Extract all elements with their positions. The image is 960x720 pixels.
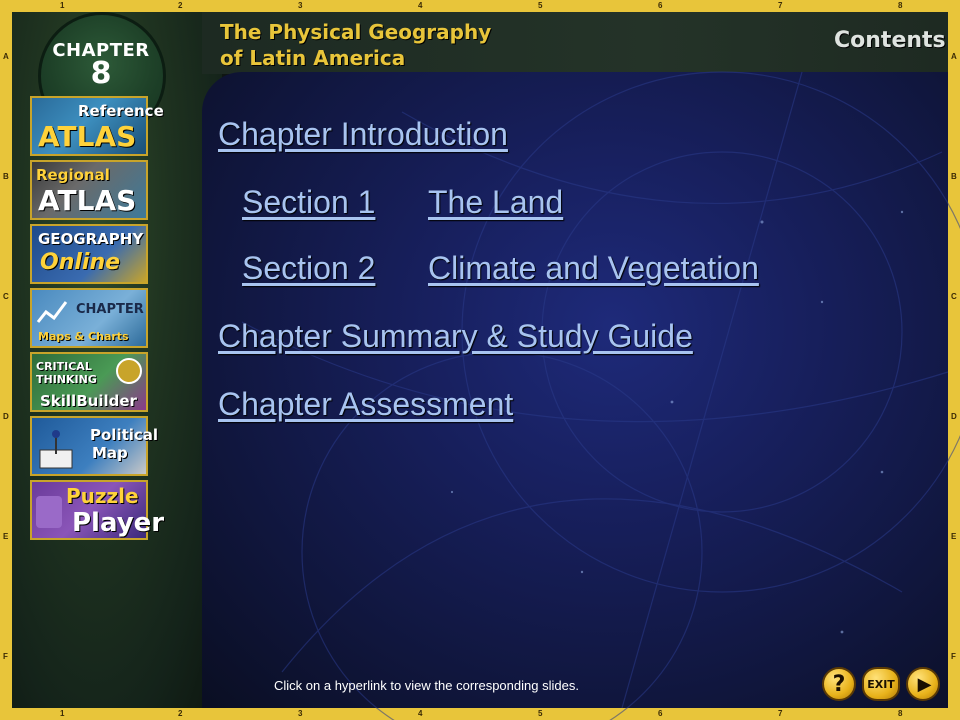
grid-row-label: A: [951, 52, 957, 61]
link-chapter-summary[interactable]: Chapter Summary & Study Guide: [218, 318, 693, 354]
grid-row-label: F: [951, 652, 956, 661]
question-icon: ?: [832, 671, 846, 697]
sidebar-item-label: Reference: [78, 102, 164, 120]
map-pin-box-icon: [38, 428, 78, 472]
grid-col-label: 4: [418, 709, 423, 718]
contents-button[interactable]: Contents: [834, 28, 946, 53]
link-the-land[interactable]: The Land: [428, 184, 564, 220]
exit-label: EXIT: [867, 677, 895, 691]
sidebar-item-critical-thinking[interactable]: [30, 352, 148, 412]
sidebar-item-sublabel: Online: [40, 250, 121, 275]
sidebar-item-sublabel: Maps & Charts: [38, 330, 129, 343]
link-climate-vegetation[interactable]: Climate and Vegetation: [428, 250, 759, 286]
sidebar-item-label: Regional: [36, 166, 110, 184]
link-chapter-assessment[interactable]: Chapter Assessment: [218, 386, 514, 422]
sidebar-item-label: GEOGRAPHY: [38, 230, 144, 248]
sidebar-item-sublabel: ATLAS: [38, 184, 137, 217]
grid-row-labels-left: [0, 0, 12, 720]
grid-col-label: 5: [538, 1, 543, 10]
grid-row-label: D: [3, 412, 9, 421]
grid-row-label: E: [3, 532, 9, 541]
sidebar-item-sublabel: Player: [72, 508, 165, 538]
chart-line-icon: [36, 298, 70, 328]
sidebar-item-sublabel: SkillBuilder: [40, 392, 137, 410]
sidebar-item-puzzle-player[interactable]: [30, 480, 165, 540]
sidebar-item-regional-atlas[interactable]: [30, 160, 148, 220]
help-button[interactable]: [822, 667, 856, 701]
grid-row-label: B: [3, 172, 9, 181]
puzzle-piece-icon: [36, 496, 62, 528]
sidebar-item-label: CHAPTER: [76, 302, 144, 317]
grid-col-label: 8: [898, 1, 903, 10]
grid-row-label: B: [951, 172, 957, 181]
grid-col-label: 6: [658, 709, 663, 718]
grid-col-label: 7: [778, 1, 783, 10]
arrow-right-icon: ▶: [917, 673, 932, 695]
grid-col-label: 4: [418, 1, 423, 10]
grid-col-label: 1: [60, 709, 65, 718]
link-section-2[interactable]: Section 2: [242, 250, 376, 286]
sidebar-item-maps-charts[interactable]: [30, 288, 148, 348]
sidebar-item-geography-online[interactable]: [30, 224, 148, 284]
grid-col-label: 3: [298, 1, 303, 10]
sidebar-item-sublabel: Map: [92, 444, 128, 462]
chapter-badge: [30, 18, 158, 104]
grid-row-label: F: [3, 652, 8, 661]
grid-column-labels-bottom: [0, 708, 960, 720]
exit-button[interactable]: [862, 667, 900, 701]
sidebar-item-label: Puzzle: [66, 484, 139, 508]
grid-row-labels-right: [948, 0, 960, 720]
grid-row-label: A: [3, 52, 9, 61]
sidebar-item-political-map[interactable]: [30, 416, 159, 476]
chapter-title-line2: of Latin America: [220, 46, 406, 70]
grid-col-label: 2: [178, 709, 183, 718]
grid-column-labels-top: [0, 0, 960, 12]
grid-col-label: 6: [658, 1, 663, 10]
grid-col-label: 8: [898, 709, 903, 718]
chapter-title-line1: The Physical Geography: [220, 20, 492, 44]
sidebar-item-sublabel: ATLAS: [38, 120, 137, 153]
grid-col-label: 3: [298, 709, 303, 718]
next-button[interactable]: [906, 667, 940, 701]
chapter-label: CHAPTER: [52, 40, 150, 61]
sidebar-item-reference-atlas[interactable]: [30, 96, 164, 156]
grid-row-label: C: [3, 292, 9, 301]
grid-row-label: E: [951, 532, 957, 541]
sidebar-item-label: CRITICAL THINKING: [36, 360, 97, 386]
footer-instruction: Click on a hyperlink to view the corresponding slides.: [274, 678, 579, 693]
compass-icon: [116, 358, 142, 384]
grid-col-label: 2: [178, 1, 183, 10]
grid-col-label: 1: [60, 1, 65, 10]
link-section-1[interactable]: Section 1: [242, 184, 376, 220]
grid-col-label: 5: [538, 709, 543, 718]
grid-row-label: D: [951, 412, 957, 421]
sidebar-item-label: Political: [90, 426, 159, 444]
grid-row-label: C: [951, 292, 957, 301]
link-chapter-introduction[interactable]: Chapter Introduction: [218, 116, 508, 152]
grid-col-label: 7: [778, 709, 783, 718]
slide-canvas: [12, 12, 948, 708]
chapter-number: 8: [90, 56, 112, 91]
